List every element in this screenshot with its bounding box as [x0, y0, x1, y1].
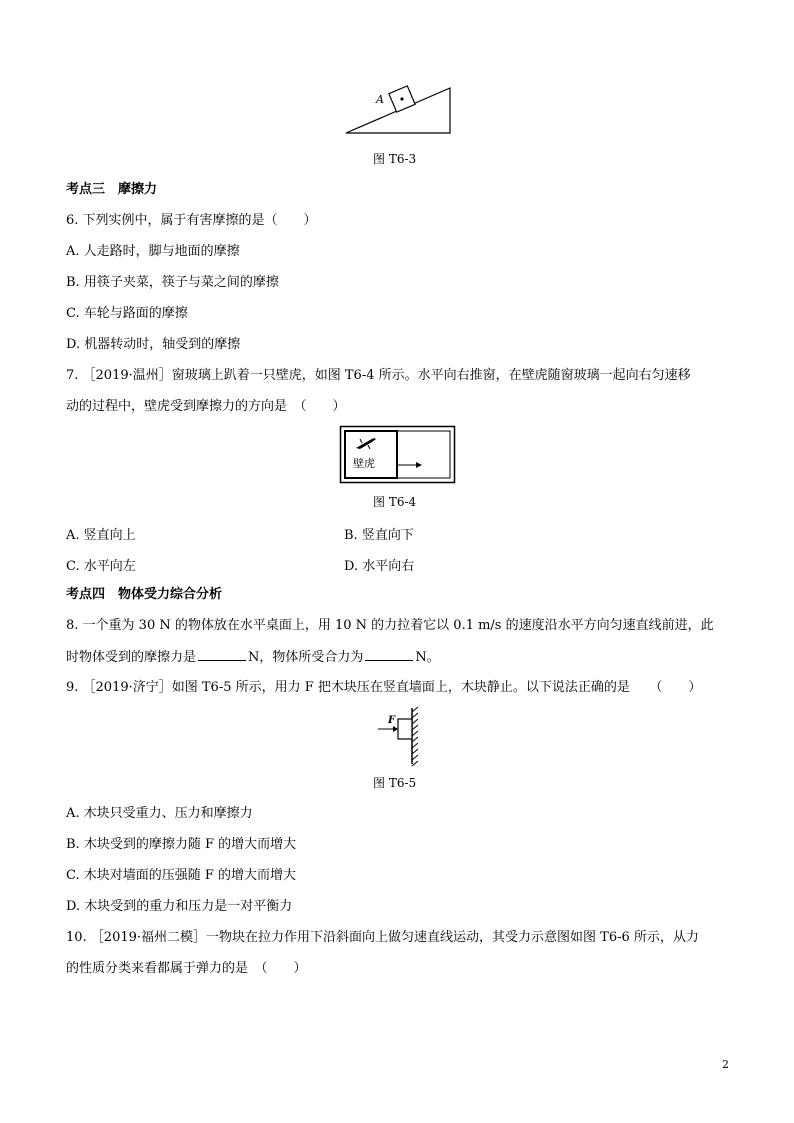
question-6-stem: 6. 下列实例中，属于有害摩擦的是（ ） [66, 213, 317, 228]
section-heading: 考点四 物体受力综合分析 [66, 587, 223, 602]
section-heading: 考点三 摩擦力 [66, 182, 158, 197]
question-7-stem-line-1: 7. ［2019·温州］窗玻璃上趴着一只壁虎，如图 T6-4 所示。水平向右推窗，在壁虎随窗玻璃一起向右匀速移 [66, 368, 691, 383]
figure-t6-4-label: 壁虎 [353, 457, 375, 470]
question-7-option-c: C. 水平向左 [66, 559, 136, 574]
question-8-text-b: N，物体所受合力为 [248, 650, 364, 665]
question-6-option-a: A. 人走路时，脚与地面的摩擦 [66, 244, 240, 259]
figure-t6-3-caption: 图 T6-3 [373, 152, 417, 166]
question-10-line-2: 的性质分类来看都属于弹力的是 （ ） [66, 961, 307, 976]
question-7-option-d: D. 水平向右 [344, 559, 415, 574]
question-8-line-1: 8. 一个重为 30 N 的物体放在水平桌面上，用 10 N 的力拉着它以 0.1 m/s 的速度沿水平方向匀速直线前进，此 [66, 618, 714, 633]
question-6-option-b: B. 用筷子夹菜，筷子与菜之间的摩擦 [66, 275, 279, 290]
page-number: 2 [722, 1058, 729, 1071]
figure-t6-3-block-label: A [376, 93, 384, 106]
answer-blank-net-force[interactable] [365, 648, 413, 661]
question-9-option-d: D. 木块受到的重力和压力是一对平衡力 [66, 899, 293, 914]
question-7-stem-line-2: 动的过程中，壁虎受到摩擦力的方向是 （ ） [66, 399, 346, 414]
question-9-option-b: B. 木块受到的摩擦力随 F 的增大而增大 [66, 837, 297, 852]
question-6-option-c: C. 车轮与路面的摩擦 [66, 306, 188, 321]
figure-t6-3-incline [340, 80, 460, 140]
question-9-stem: 9. ［2019·济宁］如图 T6-5 所示，用力 F 把木块压在竖直墙面上，木块静止。以下说法正确的是 （ ） [66, 680, 702, 695]
figure-t6-5-force-label: F [388, 715, 396, 726]
answer-blank-friction[interactable] [198, 648, 246, 661]
figure-t6-5-caption: 图 T6-5 [373, 776, 417, 790]
question-8-text-a: 时物体受到的摩擦力是 [66, 650, 197, 665]
question-8-text-c: N。 [415, 650, 440, 665]
question-8-line-2 [66, 648, 440, 667]
question-10-line-1: 10. ［2019·福州二模］一物块在拉力作用下沿斜面向上做匀速直线运动，其受力示意图如图 T6-6 所示，从力 [66, 930, 699, 945]
question-7-option-a: A. 竖直向上 [66, 528, 136, 543]
question-6-option-d: D. 机器转动时，轴受到的摩擦 [66, 337, 241, 352]
figure-t6-4-caption: 图 T6-4 [373, 495, 417, 509]
question-9-option-c: C. 木块对墙面的压强随 F 的增大而增大 [66, 868, 297, 883]
question-7-option-b: B. 竖直向下 [344, 528, 414, 543]
question-9-option-a: A. 木块只受重力、压力和摩擦力 [66, 806, 253, 821]
figure-t6-5-wall-block [374, 706, 424, 766]
